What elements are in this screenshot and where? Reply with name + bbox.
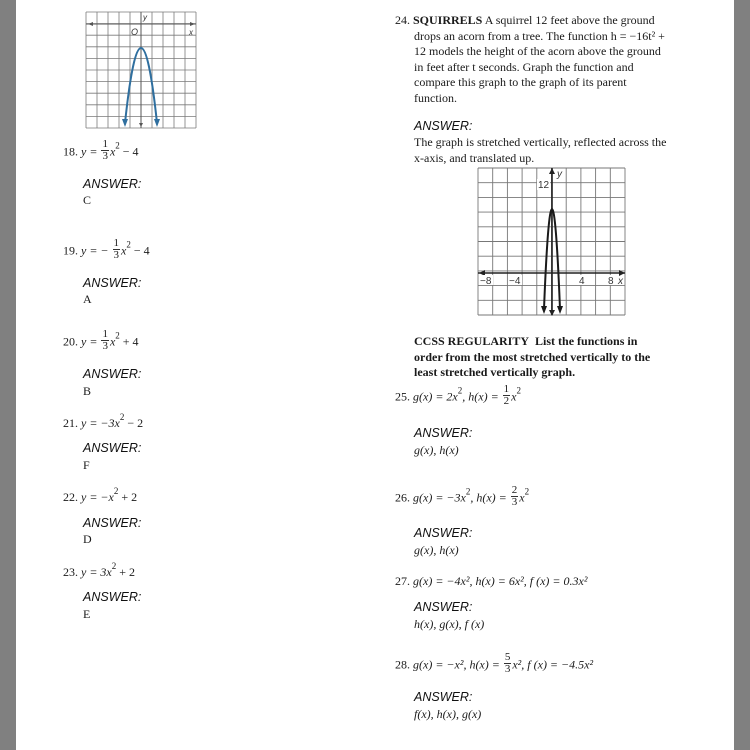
problem-24 (395, 13, 705, 106)
ccss-heading: CCSS REGULARITY (414, 334, 530, 348)
curve-arrow-right (557, 306, 563, 314)
x-axis-arrow-left (88, 22, 93, 26)
equation-tail: + 4 (119, 334, 139, 349)
exponent: 2 (111, 561, 117, 571)
equation-part: , h(x) = (462, 389, 502, 404)
fraction-numerator: 1 (503, 383, 510, 395)
variable: x (511, 389, 517, 404)
origin-label: O (131, 27, 139, 37)
acorn-height-graph (477, 167, 627, 317)
equation-tail: − 4 (130, 243, 150, 258)
x-tick-label: −8 (480, 276, 492, 287)
answer-label: ANSWER: (414, 690, 473, 704)
problem-text-line: drops an acorn from a tree. The function h = −16t² + (414, 28, 665, 43)
fraction-denominator: 3 (504, 663, 511, 675)
problem-text-line: compare this graph to the graph of its parent (414, 75, 627, 89)
answer-label: ANSWER: (83, 367, 142, 381)
equation-prefix: y = (81, 334, 101, 349)
problem-number: 20. (63, 334, 78, 349)
problem-19 (63, 237, 150, 263)
equation-tail: + 2 (116, 565, 136, 579)
problem-number: 22. (63, 490, 78, 504)
equation-text: y = −x (81, 490, 114, 504)
problem-23 (63, 561, 136, 580)
parabola-graph-left (85, 11, 197, 129)
x-tick-label: 8 (608, 276, 614, 287)
equation-part: g(x) = −x², h(x) = (413, 657, 503, 672)
fraction-denominator: 3 (102, 340, 108, 352)
answer-value (414, 707, 481, 722)
answer-value: C (83, 193, 92, 207)
ccss-line: least stretched vertically graph. (414, 365, 576, 379)
answer-label: ANSWER: (414, 119, 473, 133)
answer-line: The graph is stretched vertically, reflected across the (414, 135, 667, 149)
equation-prefix: y = − (81, 243, 112, 258)
problem-number: 24. (395, 13, 410, 27)
problem-28 (395, 651, 594, 677)
exponent: 2 (113, 486, 119, 496)
fraction-denominator: 3 (102, 150, 108, 162)
answer-label: ANSWER: (83, 441, 142, 455)
answer-text: f(x), h(x), g(x) (414, 707, 482, 721)
variable: x (109, 334, 116, 349)
fraction-numerator: 1 (102, 138, 108, 150)
equation-text: g(x) = −4x², h(x) = 6x², f (x) = 0.3x² (413, 574, 588, 588)
x-axis-label: x (189, 28, 193, 37)
y-axis-label: y (143, 13, 147, 22)
equation-tail: − 2 (124, 416, 144, 430)
answer-text: h(x), g(x), f (x) (414, 617, 485, 631)
answer-label: ANSWER: (83, 590, 142, 604)
equation-tail: + 2 (118, 490, 138, 504)
answer-value: F (83, 458, 90, 472)
problem-text-line: 12 models the height of the acorn above the ground (414, 44, 661, 58)
problem-number: 27. (395, 574, 410, 588)
y-axis-arrow-up (549, 168, 555, 174)
answer-label: ANSWER: (83, 177, 142, 191)
answer-value: E (83, 607, 91, 621)
document-page (16, 0, 734, 750)
ccss-line: order from the most stretched vertically to the (414, 349, 651, 364)
fraction-numerator: 5 (504, 651, 511, 663)
answer-value (414, 443, 459, 458)
problem-number: 18. (63, 144, 78, 159)
problem-number: 26. (395, 490, 410, 505)
problem-text-line: in feet after t seconds. Graph the function and (414, 59, 634, 74)
y-tick-label: 12 (538, 180, 550, 191)
fraction-denominator: 3 (113, 249, 120, 261)
answer-value: D (83, 532, 92, 546)
answer-label: ANSWER: (414, 426, 473, 440)
problem-27 (395, 574, 587, 589)
x-axis-arrow-right (190, 22, 195, 26)
equation-prefix: y = (81, 144, 101, 159)
problem-18 (63, 138, 139, 164)
problem-21 (63, 412, 144, 431)
fraction-numerator: 1 (113, 237, 120, 249)
answer-label: ANSWER: (83, 276, 142, 290)
curve-arrow-right (154, 119, 160, 127)
answer-label: ANSWER: (414, 600, 473, 614)
y-axis-arrow-down (139, 123, 143, 127)
exponent: 2 (457, 385, 463, 396)
equation-text: y = 3x (81, 565, 112, 579)
problem-number: 21. (63, 416, 78, 430)
ccss-line: List the functions in (535, 334, 638, 348)
answer-line: x-axis, and translated up. (414, 150, 535, 165)
fraction (101, 139, 109, 162)
problem-number: 19. (63, 243, 78, 258)
exponent: 2 (465, 486, 471, 497)
problem-25 (395, 383, 521, 409)
fraction (504, 652, 512, 675)
equation-tail: − 4 (119, 144, 139, 159)
exponent: 2 (126, 239, 131, 250)
problem-text-line: function. (414, 90, 457, 105)
problem-20 (63, 328, 139, 354)
answer-value (414, 617, 484, 632)
problem-number: 23. (63, 565, 78, 579)
variable: x (519, 490, 525, 505)
fraction (113, 238, 121, 261)
equation-part: g(x) = −3x (413, 490, 466, 505)
variable: x (109, 144, 116, 159)
equation-text: y = −3x (81, 416, 120, 430)
fraction-denominator: 2 (503, 395, 510, 407)
fraction-numerator: 1 (102, 328, 108, 340)
problem-body (395, 29, 705, 107)
problem-number: 28. (395, 657, 410, 672)
curve-arrow-left (541, 306, 547, 314)
answer-value: A (83, 292, 92, 306)
equation-part: x², f (x) = −4.5x² (512, 657, 594, 672)
x-tick-label: −4 (509, 276, 521, 287)
exponent: 2 (115, 330, 120, 341)
fraction (503, 384, 511, 407)
problem-24-line-1 (395, 13, 705, 29)
exponent: 2 (524, 486, 530, 497)
y-axis-label: y (557, 169, 562, 180)
answer-label: ANSWER: (83, 516, 142, 530)
variable: x (121, 243, 127, 258)
equation-part: g(x) = 2x (413, 389, 458, 404)
problem-number: 25. (395, 389, 410, 404)
fraction (511, 485, 519, 508)
answer-label: ANSWER: (414, 526, 473, 540)
fraction-denominator: 3 (511, 496, 518, 508)
problem-title: SQUIRRELS (413, 13, 483, 27)
answer-value (414, 543, 459, 558)
answer-text: g(x), h(x) (414, 543, 459, 557)
fraction-numerator: 2 (511, 484, 518, 496)
curve-arrow-left (122, 119, 128, 127)
x-axis-label: x (618, 276, 623, 287)
x-tick-label: 4 (579, 276, 585, 287)
exponent: 2 (119, 412, 125, 422)
problem-text-line: A squirrel 12 feet above the ground (484, 13, 655, 27)
problem-22 (63, 486, 138, 505)
problem-26 (395, 484, 530, 510)
answer-text (414, 135, 714, 166)
equation-part: , h(x) = (470, 490, 510, 505)
exponent: 2 (115, 140, 120, 151)
answer-text: g(x), h(x) (414, 443, 459, 457)
exponent: 2 (516, 385, 521, 396)
answer-value: B (83, 384, 92, 398)
fraction (101, 329, 109, 352)
ccss-instructions (414, 334, 714, 381)
